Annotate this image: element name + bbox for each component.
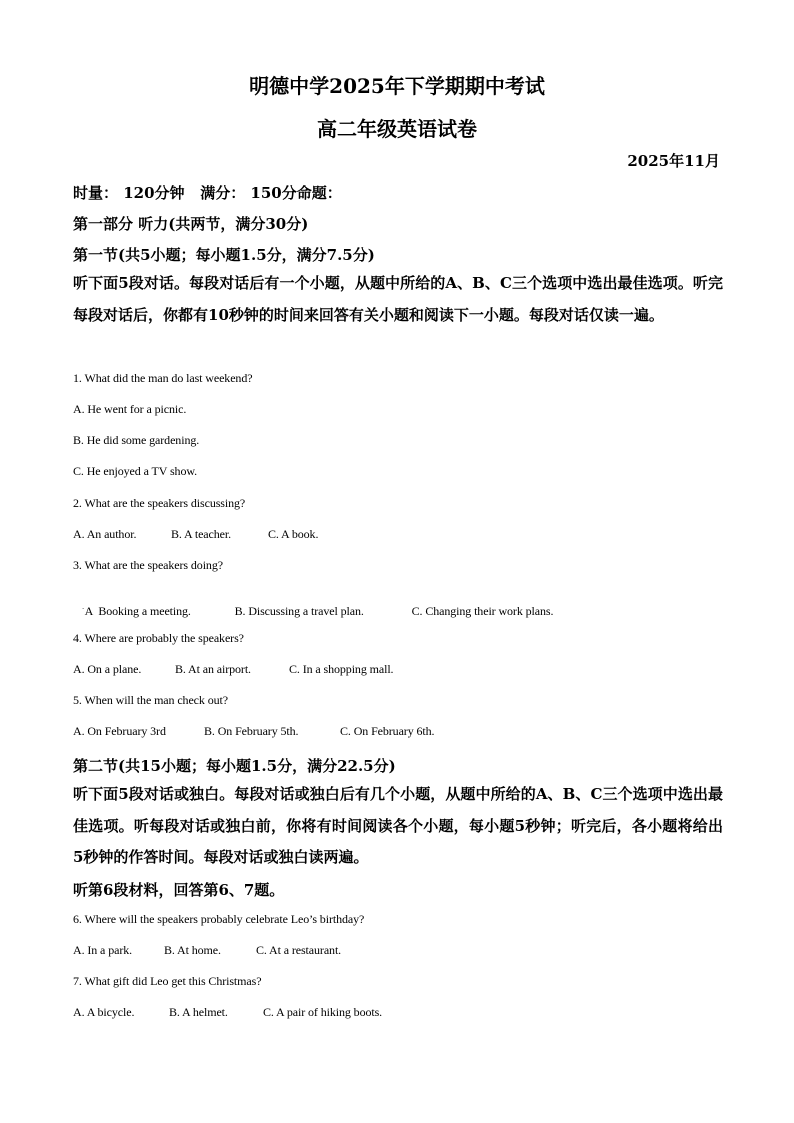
question-3-options (73, 589, 553, 634)
question-7-stem: 7. What gift did Leo get this Christmas? (73, 974, 262, 988)
section1-heading: 第一节(共5小题；每小题1.5分，满分7.5分) (73, 246, 375, 264)
question-1-stem: 1. What did the man do last weekend? (73, 371, 253, 385)
exam-subtitle: 高二年级英语试卷 (317, 117, 477, 141)
exam-date: 2025年11月 (627, 152, 720, 170)
question-7-option-c: C. A pair of hiking boots. (263, 1005, 383, 1019)
question-2-stem: 2. What are the speakers discussing? (73, 496, 246, 510)
question-6-option-a: A. In a park. (73, 943, 133, 957)
question-3-option-c: C. Changing their work plans. (411, 604, 554, 618)
question-6-option-c: C. At a restaurant. (256, 943, 342, 957)
question-6-option-b: B. At home. (164, 943, 221, 957)
question-1-option-a: A. He went for a picnic. (73, 402, 187, 416)
question-3-option-b: B. Discussing a travel plan. (234, 604, 364, 618)
question-1-option-b: B. He did some gardening. (73, 433, 200, 447)
question-1-option-c: C. He enjoyed a TV show. (73, 464, 198, 478)
question-5-stem: 5. When will the man check out? (73, 693, 228, 707)
question-4-option-c: C. In a shopping mall. (289, 662, 394, 676)
question-5-option-c: C. On February 6th. (340, 724, 435, 738)
question-3-stem: 3. What are the speakers doing? (73, 558, 223, 572)
question-6-stem: 6. Where will the speakers probably celebrate Leo’s birthday? (73, 912, 365, 926)
question-2-option-b: B. A teacher. (171, 527, 232, 541)
question-3-option-a: A Booking a meeting. (84, 604, 191, 618)
section2-heading: 第二节(共15小题；每小题1.5分，满分22.5分) (73, 757, 396, 775)
question-7-options (73, 1005, 382, 1020)
question-2-option-c: C. A book. (268, 527, 319, 541)
question-4-option-a: A. On a plane. (73, 662, 142, 676)
section2-instructions: 听下面5段对话或独白。每段对话或独白后有几个小题，从题中所给的A、B、C三个选项中选出最佳选项。听每段对话或独白前，你将有时间阅读各个小题，每小题5秒钟；听完后，各小题将给出5秒钟的作答时间。每段对话或独白读两遍。 (73, 785, 723, 866)
exam-info: 时量： 120分钟 满分： 150分命题： (73, 184, 342, 202)
part1-heading: 第一部分 听力(共两节，满分30分) (73, 215, 309, 233)
exam-title: 明德中学2025年下学期期中考试 (249, 74, 545, 98)
question-4-stem: 4. Where are probably the speakers? (73, 631, 244, 645)
question-2-option-a: A. An author. (73, 527, 137, 541)
section1-instructions: 听下面5段对话。每段对话后有一个小题，从题中所给的A、B、C三个选项中选出最佳选项。听完每段对话后，你都有10秒钟的时间来回答有关小题和阅读下一小题。每段对话仅读一遍。 (73, 274, 723, 324)
question-7-option-a: A. A bicycle. (73, 1005, 135, 1019)
question-2-options (73, 527, 318, 542)
question-7-option-b: B. A helmet. (169, 1005, 228, 1019)
stray-dot: · (82, 605, 85, 613)
question-5-option-a: A. On February 3rd (73, 724, 166, 738)
material-6-heading: 听第6段材料，回答第6、7题。 (73, 881, 285, 899)
question-5-option-b: B. On February 5th. (204, 724, 299, 738)
question-4-options (73, 662, 393, 677)
question-5-options (73, 724, 434, 739)
question-4-option-b: B. At an airport. (175, 662, 251, 676)
question-6-options (73, 943, 341, 958)
